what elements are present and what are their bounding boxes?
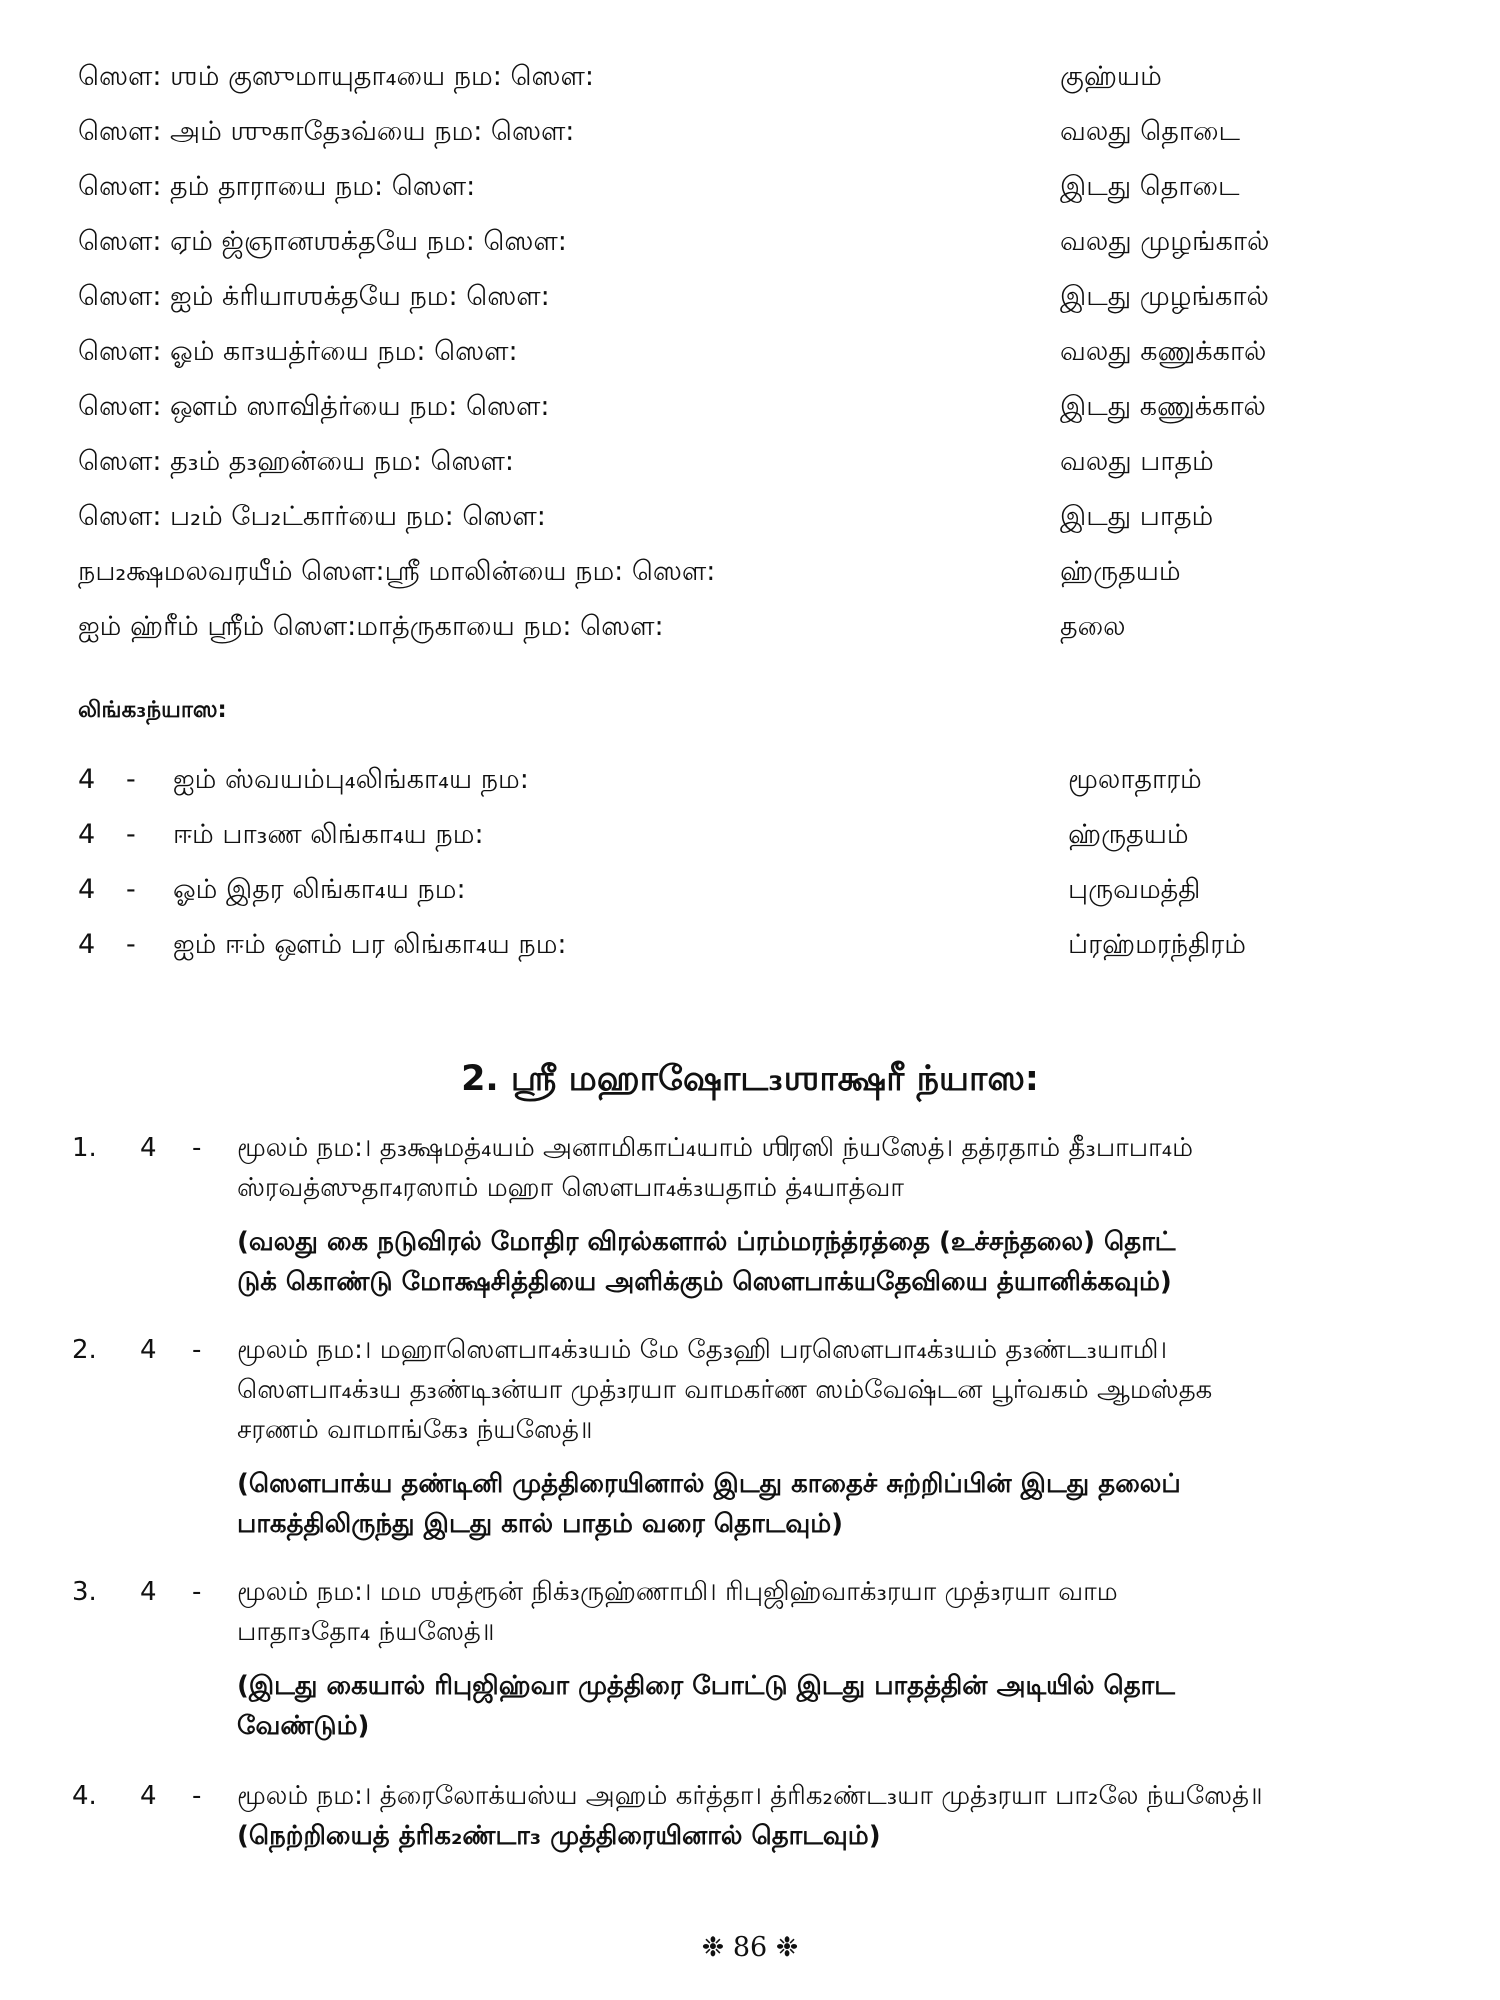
item-body (237, 1572, 1397, 1746)
linga-row (78, 920, 1418, 970)
item-note (237, 1666, 1397, 1746)
linga-count: 4 (78, 764, 96, 795)
nyasa-mantra: ஸௌ: அம் ஶுகாதே₃வ்யை நம: ஸௌ: (78, 116, 575, 147)
item-body (237, 1330, 1397, 1544)
nyasa-mantra: ஸௌ: ஐம் க்ரியாஶக்தயே நம: ஸௌ: (78, 281, 550, 312)
nyasa-place: இடது கணுக்கால் (1060, 391, 1266, 422)
nyasa-row (78, 217, 1418, 267)
item-note-line: பாகத்திலிருந்து இடது கால் பாதம் வரை தொடவும்) (237, 1509, 844, 1539)
nyasa-row (78, 382, 1418, 432)
item-note-line: (நெற்றியைத் த்ரிக₂ண்டா₃ முத்திரையினால் தொடவும்) (237, 1821, 881, 1851)
nyasa-place: வலது முழங்கால் (1060, 226, 1270, 257)
nyasa-mantra: ஸௌ: ஓம் கா₃யத்ர்யை நம: ஸௌ: (78, 336, 518, 367)
item-mantra-line: மூலம் நம:। மம ஶத்ரூன் நிக்₃ருஹ்ணாமி। ரிபுஜிஹ்வாக்₃ரயா முத்₃ரயா வாம (237, 1577, 1118, 1607)
item-mantra-line: பாதா₃தோ₄ ந்யஸேத்॥ (237, 1617, 495, 1647)
nyasa-row (78, 272, 1418, 322)
nyasa-mantra: ஸௌ: ப₂ம் பே₂ட்கார்யை நம: ஸௌ: (78, 501, 546, 532)
linga-dash: - (126, 929, 136, 960)
linga-place: புருவமத்தி (1068, 874, 1201, 905)
linga-place: ஹ்ருதயம் (1068, 819, 1189, 850)
item-body (237, 1128, 1397, 1302)
nyasa-row (78, 602, 1418, 652)
linga-count: 4 (78, 819, 96, 850)
linga-row (78, 810, 1418, 860)
item-dash: - (192, 1781, 202, 1811)
nyasa-mantra: ஸௌ: ஶம் குஸுமாயுதா₄யை நம: ஸௌ: (78, 61, 594, 92)
item-index: 3. (72, 1577, 97, 1607)
nyasa-row (78, 437, 1418, 487)
nyasa-mantra: ஐம் ஹ்ரீம் ஸ்ரீம் ஸௌ:மாத்ருகாயை நம: ஸௌ: (78, 611, 664, 642)
nyasa-mantra: ஸௌ: த₃ம் த₃ஹன்யை நம: ஸௌ: (78, 446, 514, 477)
linga-mantra: ஐம் ஈம் ஔம் பர லிங்கா₄ய நம: (173, 929, 567, 960)
linga-row (78, 755, 1418, 805)
item-body (237, 1776, 1397, 1856)
item-mantra-line: மூலம் நம:। மஹாஸௌபா₄க்₃யம் மே தே₃ஹி பரஸௌபா₄க்₃யம் த₃ண்ட₃யாமி। (237, 1335, 1168, 1365)
item-note (237, 1464, 1397, 1544)
nyasa-place: இடது பாதம் (1060, 501, 1214, 532)
nyasa-mantra: ஸௌ: ஏம் ஜ்ஞானஶக்தயே நம: ஸௌ: (78, 226, 567, 257)
nyasa-place: வலது கணுக்கால் (1060, 336, 1267, 367)
linga-place: மூலாதாரம் (1068, 764, 1202, 795)
linga-dash: - (126, 874, 136, 905)
item-mantra (237, 1776, 1397, 1856)
nyasa-place: ஹ்ருதயம் (1060, 556, 1181, 587)
item-note-line: வேண்டும்) (237, 1711, 370, 1741)
nyasa-place: வலது பாதம் (1060, 446, 1214, 477)
item-index: 1. (72, 1133, 97, 1163)
linga-count: 4 (78, 874, 96, 905)
page-number: ❉ 86 ❉ (701, 1932, 799, 1963)
linga-mantra: ஈம் பா₃ண லிங்கா₄ய நம: (173, 819, 484, 850)
nyasa-row (78, 547, 1418, 597)
item-count: 4 (140, 1335, 157, 1365)
item-note-line: (வலது கை நடுவிரல் மோதிர விரல்களால் ப்ரம்மரந்த்ரத்தை (உச்சந்தலை) தொட் (237, 1227, 1176, 1257)
linga-nyasa-heading: லிங்க₃ந்யாஸ: (78, 697, 227, 723)
item-note (237, 1222, 1397, 1302)
item-note-line: (இடது கையால் ரிபுஜிஹ்வா முத்திரை போட்டு இடது பாதத்தின் அடியில் தொட (237, 1671, 1175, 1701)
item-mantra-line: மூலம் நம:। த₃க்ஷமத்₄யம் அனாமிகாப்₄யாம் ஶிரஸி ந்யஸேத்। தத்ரதாம் தீ₃பாபா₄ம் (237, 1133, 1194, 1163)
item-mantra-line: ஸௌபா₄க்₃ய த₃ண்டி₃ன்யா முத்₃ரயா வாமகர்ண ஸம்வேஷ்டன பூர்வகம் ஆமஸ்தக (237, 1375, 1213, 1405)
item-mantra-line: சரணம் வாமாங்கே₃ ந்யஸேத்॥ (237, 1415, 593, 1445)
nyasa-row (78, 162, 1418, 212)
nyasa-row (78, 107, 1418, 157)
nyasa-place: தலை (1060, 611, 1126, 642)
nyasa-mantra: நப₂க்ஷமலவரயீம் ஸௌ:ஸ்ரீ மாலின்யை நம: ஸௌ: (78, 556, 716, 587)
item-mantra (237, 1572, 1397, 1652)
nyasa-place: இடது முழங்கால் (1060, 281, 1269, 312)
linga-mantra: ஐம் ஸ்வயம்பு₄லிங்கா₄ய நம: (173, 764, 529, 795)
nyasa-mantra: ஸௌ: ஔம் ஸாவித்ர்யை நம: ஸௌ: (78, 391, 550, 422)
nyasa-place: இடது தொடை (1060, 171, 1240, 202)
item-dash: - (192, 1335, 202, 1365)
nyasa-place: வலது தொடை (1060, 116, 1240, 147)
item-index: 2. (72, 1335, 97, 1365)
nyasa-row (78, 327, 1418, 377)
nyasa-place: குஹ்யம் (1060, 61, 1162, 92)
linga-count: 4 (78, 929, 96, 960)
item-mantra-line: மூலம் நம:। த்ரைலோக்யஸ்ய அஹம் கர்த்தா। த்ரிக₂ண்ட₃யா முத்₃ரயா பா₂லே ந்யஸேத்॥ (237, 1781, 1263, 1811)
item-dash: - (192, 1133, 202, 1163)
linga-mantra: ஓம் இதர லிங்கா₄ய நம: (173, 874, 466, 905)
item-note-line: டுக் கொண்டு மோக்ஷசித்தியை அளிக்கும் ஸௌபாக்யதேவியை த்யானிக்கவும்) (237, 1267, 1172, 1297)
item-count: 4 (140, 1781, 157, 1811)
section-title: 2. ஸ்ரீ மஹாஷோட₃ஶாக்ஷரீ ந்யாஸ: (461, 1059, 1039, 1099)
linga-dash: - (126, 764, 136, 795)
item-index: 4. (72, 1781, 97, 1811)
item-count: 4 (140, 1133, 157, 1163)
item-count: 4 (140, 1577, 157, 1607)
linga-row (78, 865, 1418, 915)
item-mantra (237, 1330, 1397, 1450)
item-mantra-line: ஸ்ரவத்ஸுதா₄ரஸாம் மஹா ஸௌபா₄க்₃யதாம் த்₄யாத்வா (237, 1173, 904, 1203)
linga-dash: - (126, 819, 136, 850)
item-mantra (237, 1128, 1397, 1208)
item-note-line: (ஸௌபாக்ய தண்டினி முத்திரையினால் இடது காதைச் சுற்றிப்பின் இடது தலைப் (237, 1469, 1181, 1499)
item-dash: - (192, 1577, 202, 1607)
nyasa-mantra: ஸௌ: தம் தாராயை நம: ஸௌ: (78, 171, 476, 202)
nyasa-row (78, 492, 1418, 542)
linga-place: ப்ரஹ்மரந்திரம் (1068, 929, 1246, 960)
nyasa-row (78, 52, 1418, 102)
